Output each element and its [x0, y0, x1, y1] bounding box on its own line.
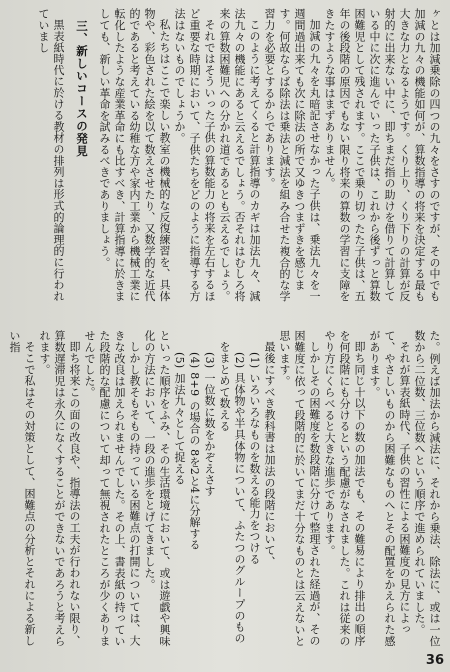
paragraph: 黒表紙時代に於ける教材の排列は形式的論理的に行われていまし	[37, 8, 65, 302]
section-heading-number: 三、	[75, 19, 89, 45]
paragraph: 加減の九々を丸暗記させなかった子供は、乗法九々を一週間過出来ても次に除法の所で又ゆきつまずきを感じます。何故ならば除法は乗法と減法を組み合せた複合的な学習力を必要とするからであります。	[263, 8, 321, 302]
paragraph: 最後にすべき教科書は加法の段階において、	[263, 341, 276, 567]
paragraph: 私たちはここで楽しい教室の機械的な反復練習を、具体物や、彩色された絵を以て数えさせたり、又数学的な近代的であると考えている幼稚な方や家内工業から機械工業に転化したような産業革命にも比すべき、計算指導に於きましても、新しい革命を試みるべきでありましょう。	[98, 8, 171, 302]
list-item: (2) 具体物や半具体物について、ふたつのグループのものをまとめて数える	[218, 341, 246, 644]
paragraph: しかしその困難度を数段階に分けて整理された経過が、その困難度に依って段階的に於いてまだ十分なものとは云えないと思います。	[278, 330, 321, 647]
page-number: 36	[425, 653, 444, 668]
paragraph: そこで私はその対策として、困難点の分析とそれによる新しい指	[8, 330, 36, 647]
list-item: (4) 8+9 の場合の 8を2と4に分解する	[188, 352, 201, 551]
top-text-block	[6, 8, 442, 312]
paragraph: ヶとは加減乗除の四つの九々をさすのですが、その中でも加減の九々の機能如何が、算数指導の将来を決定する最も大きな力となるようです。くり上り、くり下りの計算が反射的に出来ない中に、即ちまだ指の助けを借りて計算している中に次に進んでいった子供は、これから後ずっと算数困難児として残されます。ここで乗り切ったた子供は、五年の後段階の原因でもない限り将来の算数の学習に支障をきたすような事はまずありません。	[323, 8, 441, 302]
list-item: (1) いろいろなものを数える能力をつける	[248, 352, 261, 565]
list-item: (5) 加法九々として捉える	[173, 352, 186, 486]
paragraph: た。例えば加法から減法に、それから乗法、除法に、或は一位数から二位数、三位数へという順序で進められていました。	[413, 330, 441, 647]
paragraph: といった順序をふみ、その生活環境において、或は遊戯や興味化の方法において、一段の進歩をとげてきました。	[143, 330, 171, 647]
list-item: (3) 一位数に数をかぞえさす	[203, 352, 216, 497]
paragraph: このように考えてくると計算指導のカギは加法九々、減法九々の機能にあると云えるでしょう。否それはむしろ将来の算数困難児への分かれ道であるとも云えるでしょう。	[218, 8, 261, 302]
bottom-text-block	[6, 330, 442, 650]
paragraph: しかし教そもそもの持っている困難点の打開については、大きな改良は加えられませんでした。その上、書表紙の持っていた段階的な配慮について却って無視されたところが少くありませんでした。	[83, 330, 141, 647]
block-divider	[10, 318, 440, 319]
paragraph: それではそういった子供の算数能力の将来を左右するほど重要な時期において、子供たちをどのように指導する方法はないものでしょうか。	[173, 8, 216, 302]
section-heading	[74, 8, 89, 312]
paragraph: 即ち将来この面の改良や、指導法の工夫が行われない限り、算数遅滞児は永久になくすることができないであろうと考えられます。	[38, 330, 81, 647]
section-heading-text: 新しいコースの発見	[75, 44, 89, 157]
paragraph: 即ち同じ十以下の数の加法でも、その難易により排出の順序を何段階にも分けるという配慮がなされました。これは従来のやり方にくらべると大きな進歩であります。	[323, 330, 366, 647]
paragraph: それが算表紙時代、子供の習性による困難度の見方によって、やさしいものから困難なものへとその配置をかえられた感があります。	[368, 330, 411, 647]
